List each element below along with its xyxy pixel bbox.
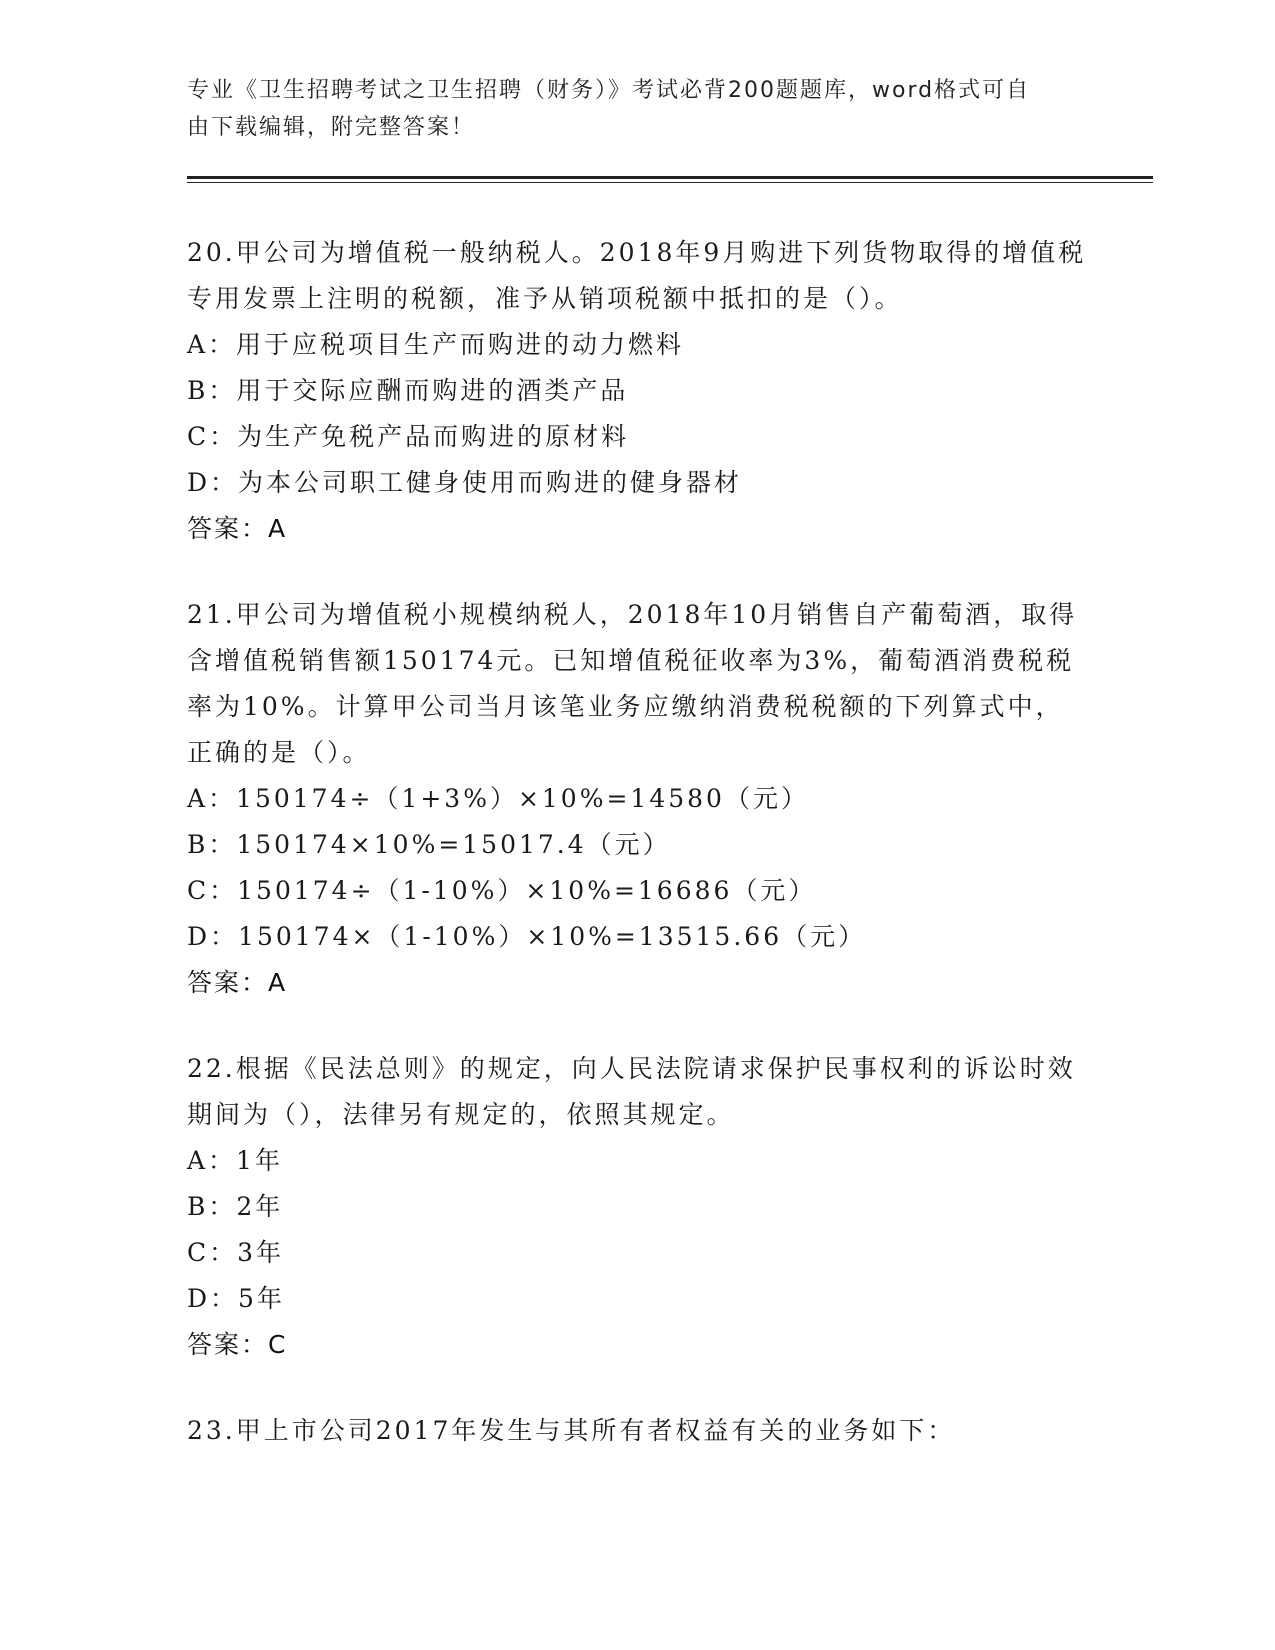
option-c: C：150174÷（1-10%）×10%=16686（元） [187, 876, 817, 905]
header-line-2: 由下载编辑，附完整答案！ [187, 115, 476, 140]
question-stem: 21.甲公司为增值税小规模纳税人，2018年10月销售自产葡萄酒，取得含增值税销售额150174元。已知增值税征收率为3%，葡萄酒消费税税率为10%。计算甲公司当月该笔业务应缴纳消费税税额的下列算式中，正确的是（）。 [187, 600, 1078, 767]
option-a: A：1年 [187, 1146, 283, 1175]
question-stem: 22.根据《民法总则》的规定，向人民法院请求保护民事权利的诉讼时效期间为（），法律另有规定的，依照其规定。 [187, 1054, 1076, 1129]
option-a: A：用于应税项目生产而购进的动力燃料 [187, 330, 685, 359]
answer-label: 答案：A [187, 514, 288, 543]
question-20 [187, 230, 1087, 552]
option-a: A：150174÷（1+3%）×10%=14580（元） [187, 784, 809, 813]
option-c: C：3年 [187, 1238, 285, 1267]
answer-label: 答案：A [187, 968, 288, 997]
option-d: D：150174×（1-10%）×10%=13515.66（元） [187, 922, 867, 951]
option-d: D：5年 [187, 1284, 285, 1313]
question-list [187, 230, 1087, 1494]
header-divider-thick [187, 176, 1153, 179]
question-22 [187, 1046, 1087, 1368]
header-divider-thin [187, 182, 1153, 183]
header-line-1: 专业《卫生招聘考试之卫生招聘（财务）》考试必背200题题库，word格式可自 [187, 78, 1031, 103]
option-d: D：为本公司职工健身使用而购进的健身器材 [187, 468, 743, 497]
option-b: B：用于交际应酬而购进的酒类产品 [187, 376, 629, 405]
option-c: C：为生产免税产品而购进的原材料 [187, 422, 630, 451]
question-23 [187, 1408, 1087, 1454]
answer-label: 答案：C [187, 1330, 288, 1359]
question-stem: 20.甲公司为增值税一般纳税人。2018年9月购进下列货物取得的增值税专用发票上注明的税额，准予从销项税额中抵扣的是（）。 [187, 238, 1087, 313]
option-b: B：150174×10%=15017.4（元） [187, 830, 671, 859]
option-b: B：2年 [187, 1192, 284, 1221]
question-stem: 23.甲上市公司2017年发生与其所有者权益有关的业务如下： [187, 1416, 956, 1445]
question-21 [187, 592, 1087, 1006]
document-header [187, 72, 1067, 146]
